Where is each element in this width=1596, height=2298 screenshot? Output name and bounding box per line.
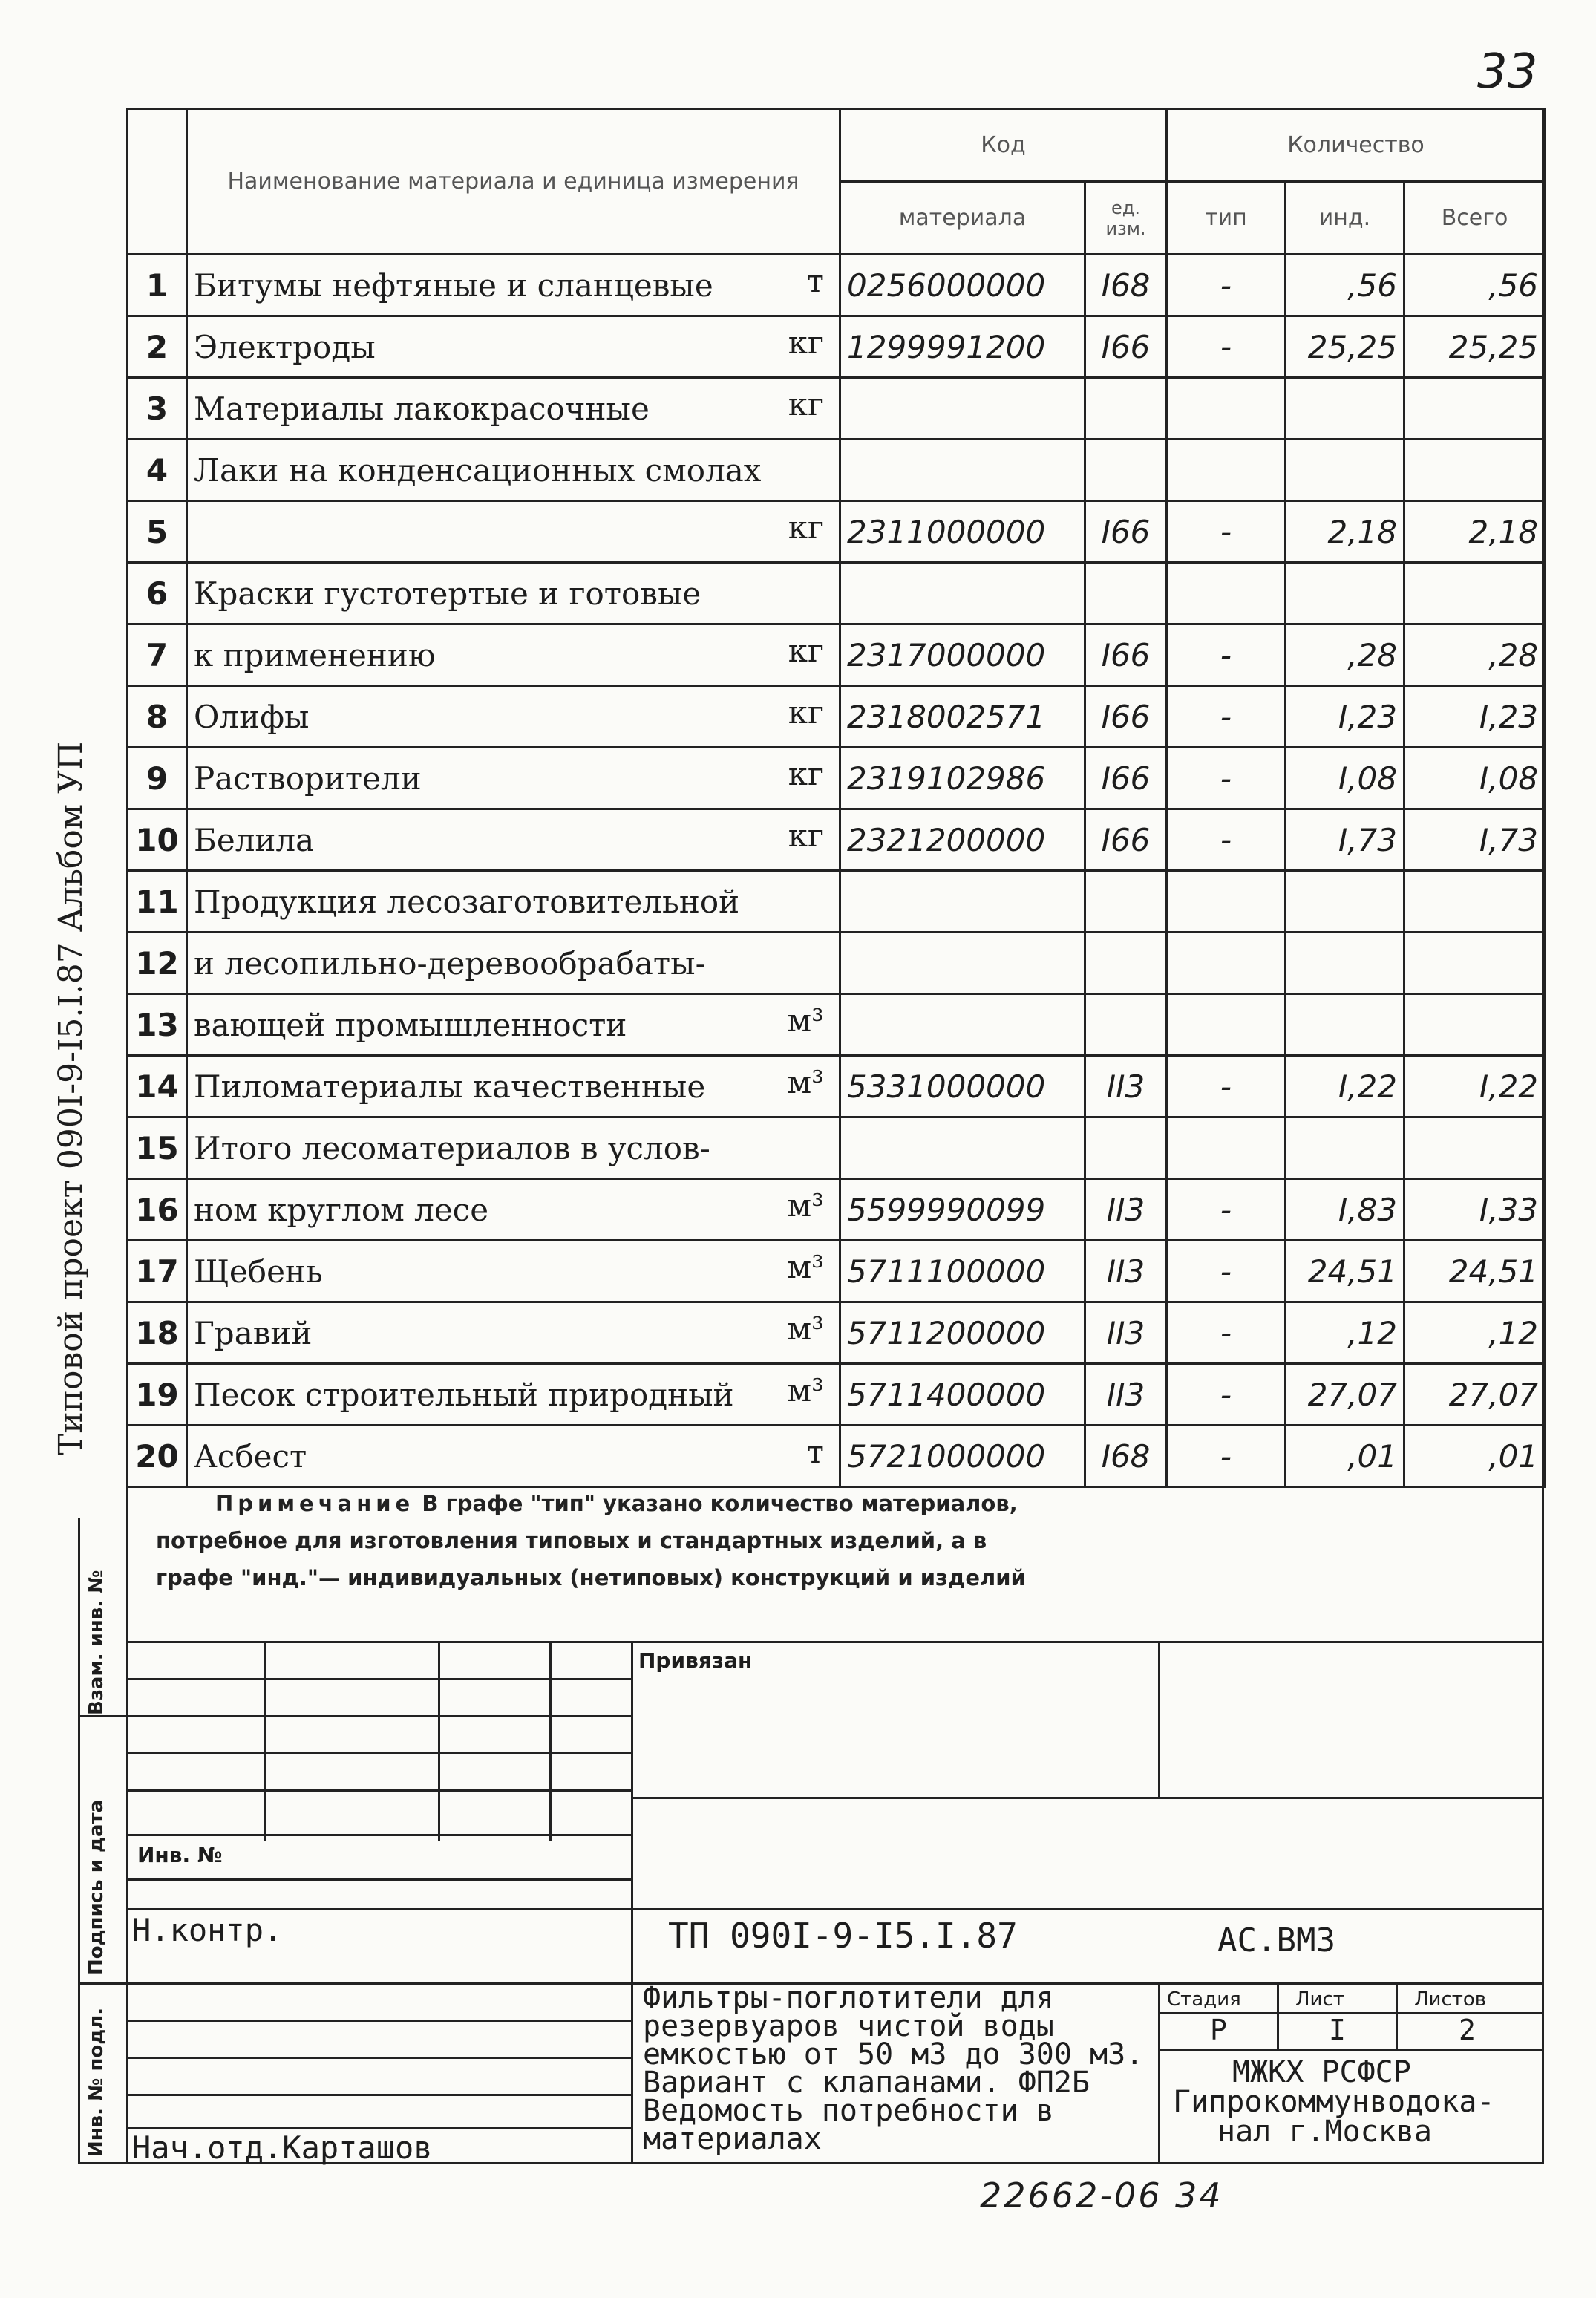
- material-code: 1299991200: [840, 316, 1085, 378]
- sheet-label: Лист: [1295, 1988, 1344, 2011]
- material-code: 5331000000: [840, 1056, 1085, 1117]
- unit-code: [1085, 1117, 1167, 1179]
- org-line-3: нал г.Москва: [1217, 2115, 1432, 2149]
- qty-ind: 25,25: [1286, 316, 1404, 378]
- material-name-text: Лаки на конденсационных смолах: [194, 451, 762, 489]
- divider: [78, 1982, 126, 1985]
- qty-type: -: [1167, 686, 1286, 748]
- qty-type: -: [1167, 1179, 1286, 1241]
- material-unit: м³: [787, 1187, 824, 1224]
- qty-type: -: [1167, 1056, 1286, 1117]
- material-code: 0256000000: [840, 255, 1085, 316]
- stamp-divider: [1158, 1982, 1160, 2164]
- material-unit: кг: [788, 817, 824, 854]
- header-qty-type: тип: [1167, 182, 1286, 255]
- material-unit: кг: [788, 509, 824, 546]
- header-name: Наименование материала и единица измерения: [187, 109, 840, 255]
- privyazan-label: Привязан: [638, 1648, 753, 1673]
- material-name: [187, 316, 840, 378]
- divider: [78, 1715, 126, 1717]
- material-name-text: Гравий: [194, 1314, 313, 1351]
- label-vzam-inv: Взам. инв. №: [85, 1570, 108, 1715]
- n-kontr-label: Н.контр.: [132, 1912, 283, 1948]
- material-name: [187, 748, 840, 809]
- material-unit: т: [806, 263, 824, 299]
- qty-total: I,33: [1404, 1179, 1546, 1241]
- material-code: 5711200000: [840, 1302, 1085, 1364]
- qty-ind: 2,18: [1286, 501, 1404, 563]
- table-row: [128, 1179, 1546, 1241]
- material-name-text: ном круглом лесе: [194, 1191, 489, 1228]
- row-number: 16: [128, 1179, 187, 1241]
- row-number: 13: [128, 994, 187, 1056]
- material-unit: кг: [788, 324, 824, 361]
- material-unit: кг: [788, 386, 824, 422]
- qty-type: [1167, 440, 1286, 501]
- material-name-text: Песок строительный природный: [194, 1376, 734, 1413]
- material-unit: кг: [788, 694, 824, 731]
- qty-type: -: [1167, 809, 1286, 871]
- row-number: 1: [128, 255, 187, 316]
- stamp-row-line: [126, 2057, 631, 2059]
- material-name-text: Белила: [194, 821, 315, 858]
- sheet-value: I: [1329, 2014, 1346, 2046]
- material-name: [187, 1241, 840, 1302]
- side-title: Типовой проект 090I-9-I5.I.87 Альбом УП: [52, 741, 90, 1455]
- material-name-text: к применению: [194, 636, 436, 673]
- material-code: 2317000000: [840, 624, 1085, 686]
- designation: ТП 090I-9-I5.I.87: [668, 1916, 1018, 1956]
- unit-code: II3: [1085, 1302, 1167, 1364]
- qty-ind: I,73: [1286, 809, 1404, 871]
- note: [156, 1485, 1047, 1596]
- qty-total: [1404, 378, 1546, 440]
- qty-type: [1167, 563, 1286, 624]
- unit-code: [1085, 871, 1167, 933]
- frame-left-outer: [78, 1518, 80, 2164]
- material-name: [187, 1117, 840, 1179]
- row-number: 19: [128, 1364, 187, 1426]
- page-number: 33: [1477, 45, 1538, 99]
- materials-table: [126, 108, 1546, 1488]
- header-code-group: Код: [840, 109, 1167, 182]
- material-unit: кг: [788, 633, 824, 669]
- material-name: [187, 686, 840, 748]
- qty-total: [1404, 440, 1546, 501]
- qty-type: -: [1167, 501, 1286, 563]
- qty-ind: 24,51: [1286, 1241, 1404, 1302]
- material-name: [187, 440, 840, 501]
- stamp-row-line: [126, 1878, 631, 1881]
- stamp-row-line: [126, 1789, 631, 1792]
- material-code: 5599990099: [840, 1179, 1085, 1241]
- material-code: 2321200000: [840, 809, 1085, 871]
- material-name-text: Битумы нефтяные и сланцевые: [194, 267, 713, 304]
- qty-ind: [1286, 563, 1404, 624]
- table-row: [128, 809, 1546, 871]
- unit-code: II3: [1085, 1364, 1167, 1426]
- stamp-row-line: [631, 1797, 1544, 1799]
- row-number: 8: [128, 686, 187, 748]
- stage-value: Р: [1210, 2014, 1227, 2046]
- qty-total: 2,18: [1404, 501, 1546, 563]
- qty-type: [1167, 378, 1286, 440]
- table-row: [128, 316, 1546, 378]
- row-number: 15: [128, 1117, 187, 1179]
- material-code: 5721000000: [840, 1426, 1085, 1487]
- table-row: [128, 1056, 1546, 1117]
- row-number: 11: [128, 871, 187, 933]
- header-qty-total: Всего: [1404, 182, 1546, 255]
- unit-code: I66: [1085, 501, 1167, 563]
- material-unit: м³: [787, 1249, 824, 1285]
- qty-type: [1167, 933, 1286, 994]
- table-row: [128, 871, 1546, 933]
- material-code: [840, 994, 1085, 1056]
- material-name: [187, 809, 840, 871]
- material-name: [187, 994, 840, 1056]
- stamp-divider: [1396, 1982, 1398, 2049]
- header-qty-ind: инд.: [1286, 182, 1404, 255]
- unit-code: I68: [1085, 255, 1167, 316]
- table-row: [128, 686, 1546, 748]
- org-line-2: Гипрокоммунводока-: [1173, 2085, 1495, 2119]
- header-code-material: материала: [840, 182, 1085, 255]
- unit-code: II3: [1085, 1056, 1167, 1117]
- qty-ind: [1286, 440, 1404, 501]
- header-row-1: [128, 109, 1546, 182]
- material-name: [187, 255, 840, 316]
- unit-code: [1085, 933, 1167, 994]
- stamp-divider: [1158, 1641, 1160, 1797]
- material-code: [840, 378, 1085, 440]
- material-name: [187, 1056, 840, 1117]
- table-row: [128, 1426, 1546, 1487]
- material-name-text: Пиломатериалы качественные: [194, 1068, 706, 1105]
- row-number: 3: [128, 378, 187, 440]
- qty-ind: [1286, 1117, 1404, 1179]
- header-code-unit: ед. изм.: [1085, 182, 1167, 255]
- material-code: 5711400000: [840, 1364, 1085, 1426]
- material-unit: м³: [787, 1310, 824, 1347]
- unit-code: [1085, 563, 1167, 624]
- table-row: [128, 1364, 1546, 1426]
- unit-code: I66: [1085, 748, 1167, 809]
- row-number: 9: [128, 748, 187, 809]
- table-row: [128, 933, 1546, 994]
- stamp-divider: [438, 1641, 440, 1841]
- material-code: [840, 440, 1085, 501]
- qty-ind: [1286, 994, 1404, 1056]
- stamp-row-line: [126, 1834, 631, 1836]
- qty-type: [1167, 871, 1286, 933]
- stamp-top-line: [126, 1641, 1544, 1643]
- note-lead: Примечание: [215, 1491, 415, 1516]
- qty-type: -: [1167, 1364, 1286, 1426]
- unit-code: II3: [1085, 1241, 1167, 1302]
- material-name-text: Асбест: [194, 1437, 307, 1475]
- qty-ind: I,23: [1286, 686, 1404, 748]
- qty-total: I,23: [1404, 686, 1546, 748]
- material-name-text: Щебень: [194, 1253, 323, 1290]
- table-row: [128, 1302, 1546, 1364]
- row-number: 17: [128, 1241, 187, 1302]
- material-code: [840, 563, 1085, 624]
- qty-total: ,01: [1404, 1426, 1546, 1487]
- unit-code: I68: [1085, 1426, 1167, 1487]
- material-unit: т: [806, 1434, 824, 1470]
- qty-total: [1404, 933, 1546, 994]
- material-unit: м³: [787, 1002, 824, 1039]
- material-name-text: вающей промышленности: [194, 1006, 627, 1043]
- header-num: [128, 109, 187, 255]
- table-row: [128, 994, 1546, 1056]
- material-code: 2319102986: [840, 748, 1085, 809]
- label-podpis-data: Подпись и дата: [85, 1799, 108, 1975]
- stamp-divider: [264, 1641, 266, 1841]
- stamp-row-line: [126, 1908, 1544, 1910]
- material-name: [187, 1364, 840, 1426]
- qty-ind: I,83: [1286, 1179, 1404, 1241]
- table-row: [128, 255, 1546, 316]
- qty-ind: I,08: [1286, 748, 1404, 809]
- qty-total: [1404, 563, 1546, 624]
- label-inv-podl: Инв. № подл.: [85, 2007, 108, 2157]
- sheets-label: Листов: [1414, 1988, 1487, 2011]
- qty-total: [1404, 994, 1546, 1056]
- qty-type: -: [1167, 1426, 1286, 1487]
- qty-total: ,12: [1404, 1302, 1546, 1364]
- unit-code: [1085, 440, 1167, 501]
- qty-total: I,08: [1404, 748, 1546, 809]
- qty-type: -: [1167, 624, 1286, 686]
- document-title: Фильтры-поглотители для резервуаров чистой воды емкостью от 50 м3 до 300 м3. Вариант с клапанами. ФП2Б Ведомость потребности в материалах: [643, 1981, 1144, 2156]
- qty-total: ,56: [1404, 255, 1546, 316]
- stamp-divider: [631, 1641, 633, 2164]
- material-name-text: Растворители: [194, 760, 422, 797]
- row-number: 14: [128, 1056, 187, 1117]
- material-name: [187, 933, 840, 994]
- stamp-row-line: [126, 1715, 631, 1717]
- material-code: 2311000000: [840, 501, 1085, 563]
- material-name-text: Олифы: [194, 698, 310, 735]
- row-number: 20: [128, 1426, 187, 1487]
- qty-type: [1167, 1117, 1286, 1179]
- sheet-code: АС.ВМ3: [1217, 1922, 1335, 1959]
- inv-no-label: Инв. №: [137, 1843, 223, 1867]
- row-number: 18: [128, 1302, 187, 1364]
- row-number: 6: [128, 563, 187, 624]
- unit-code: [1085, 378, 1167, 440]
- unit-code: II3: [1085, 1179, 1167, 1241]
- row-number: 10: [128, 809, 187, 871]
- qty-ind: ,12: [1286, 1302, 1404, 1364]
- qty-ind: 27,07: [1286, 1364, 1404, 1426]
- qty-ind: ,28: [1286, 624, 1404, 686]
- qty-ind: [1286, 378, 1404, 440]
- frame-right: [1542, 108, 1544, 2164]
- table-row: [128, 748, 1546, 809]
- qty-total: [1404, 1117, 1546, 1179]
- stamp-row-line: [126, 1752, 631, 1754]
- table-row: [128, 1117, 1546, 1179]
- material-name-text: Краски густотертые и готовые: [194, 575, 701, 612]
- qty-type: -: [1167, 1302, 1286, 1364]
- stamp-row-line: [126, 1678, 631, 1680]
- material-code: 5711100000: [840, 1241, 1085, 1302]
- unit-code: I66: [1085, 316, 1167, 378]
- table-row: [128, 563, 1546, 624]
- material-name: [187, 1179, 840, 1241]
- qty-total: ,28: [1404, 624, 1546, 686]
- material-name-text: Электроды: [194, 328, 376, 365]
- table-row: [128, 624, 1546, 686]
- qty-total: 24,51: [1404, 1241, 1546, 1302]
- stamp-row-line: [126, 2094, 631, 2096]
- qty-total: I,22: [1404, 1056, 1546, 1117]
- material-unit: м³: [787, 1372, 824, 1408]
- row-number: 5: [128, 501, 187, 563]
- qty-total: 25,25: [1404, 316, 1546, 378]
- qty-total: 27,07: [1404, 1364, 1546, 1426]
- row-number: 4: [128, 440, 187, 501]
- stage-label: Стадия: [1167, 1988, 1241, 2011]
- nach-otd-label: Нач.отд.Карташов: [132, 2129, 433, 2166]
- table-row: [128, 1241, 1546, 1302]
- material-code: [840, 871, 1085, 933]
- qty-ind: [1286, 871, 1404, 933]
- qty-ind: ,56: [1286, 255, 1404, 316]
- material-name: [187, 871, 840, 933]
- material-name: [187, 501, 840, 563]
- material-name: [187, 624, 840, 686]
- stamp-row-line: [126, 2020, 631, 2022]
- qty-ind: I,22: [1286, 1056, 1404, 1117]
- unit-code: I66: [1085, 686, 1167, 748]
- qty-total: [1404, 871, 1546, 933]
- qty-type: -: [1167, 748, 1286, 809]
- material-unit: м³: [787, 1064, 824, 1100]
- material-name-text: и лесопильно-деревообрабаты-: [194, 944, 706, 982]
- note-text: В графе "тип" указано количество материалов, потребное для изготовления типовых и стандартных изделий, а в графе "инд."— индивидуальных (нетиповых) конструкций и изделий: [156, 1491, 1026, 1590]
- qty-type: -: [1167, 1241, 1286, 1302]
- material-name: [187, 378, 840, 440]
- qty-total: I,73: [1404, 809, 1546, 871]
- row-number: 2: [128, 316, 187, 378]
- frame-left: [126, 108, 128, 2164]
- material-code: [840, 933, 1085, 994]
- material-code: 2318002571: [840, 686, 1085, 748]
- sheets-value: 2: [1459, 2014, 1476, 2046]
- qty-ind: [1286, 933, 1404, 994]
- header-qty-group: Количество: [1167, 109, 1546, 182]
- org-line-1: МЖКХ РСФСР: [1232, 2055, 1411, 2089]
- stamp-row-line: [1158, 2049, 1544, 2051]
- unit-code: I66: [1085, 624, 1167, 686]
- material-name: [187, 563, 840, 624]
- unit-code: I66: [1085, 809, 1167, 871]
- row-number: 7: [128, 624, 187, 686]
- qty-type: -: [1167, 255, 1286, 316]
- material-name: [187, 1302, 840, 1364]
- qty-ind: ,01: [1286, 1426, 1404, 1487]
- qty-type: -: [1167, 316, 1286, 378]
- stamp-divider: [549, 1641, 552, 1841]
- material-unit: кг: [788, 756, 824, 792]
- qty-type: [1167, 994, 1286, 1056]
- unit-code: [1085, 994, 1167, 1056]
- table-row: [128, 440, 1546, 501]
- material-name-text: Итого лесоматериалов в услов-: [194, 1129, 710, 1166]
- table-row: [128, 378, 1546, 440]
- material-name-text: Материалы лакокрасочные: [194, 390, 650, 427]
- row-number: 12: [128, 933, 187, 994]
- material-name: [187, 1426, 840, 1487]
- material-code: [840, 1117, 1085, 1179]
- table-row: [128, 501, 1546, 563]
- stamp-divider: [1277, 1982, 1279, 2049]
- footer-code: 22662-06 34: [980, 2175, 1223, 2216]
- material-name-text: Продукция лесозаготовительной: [194, 883, 740, 920]
